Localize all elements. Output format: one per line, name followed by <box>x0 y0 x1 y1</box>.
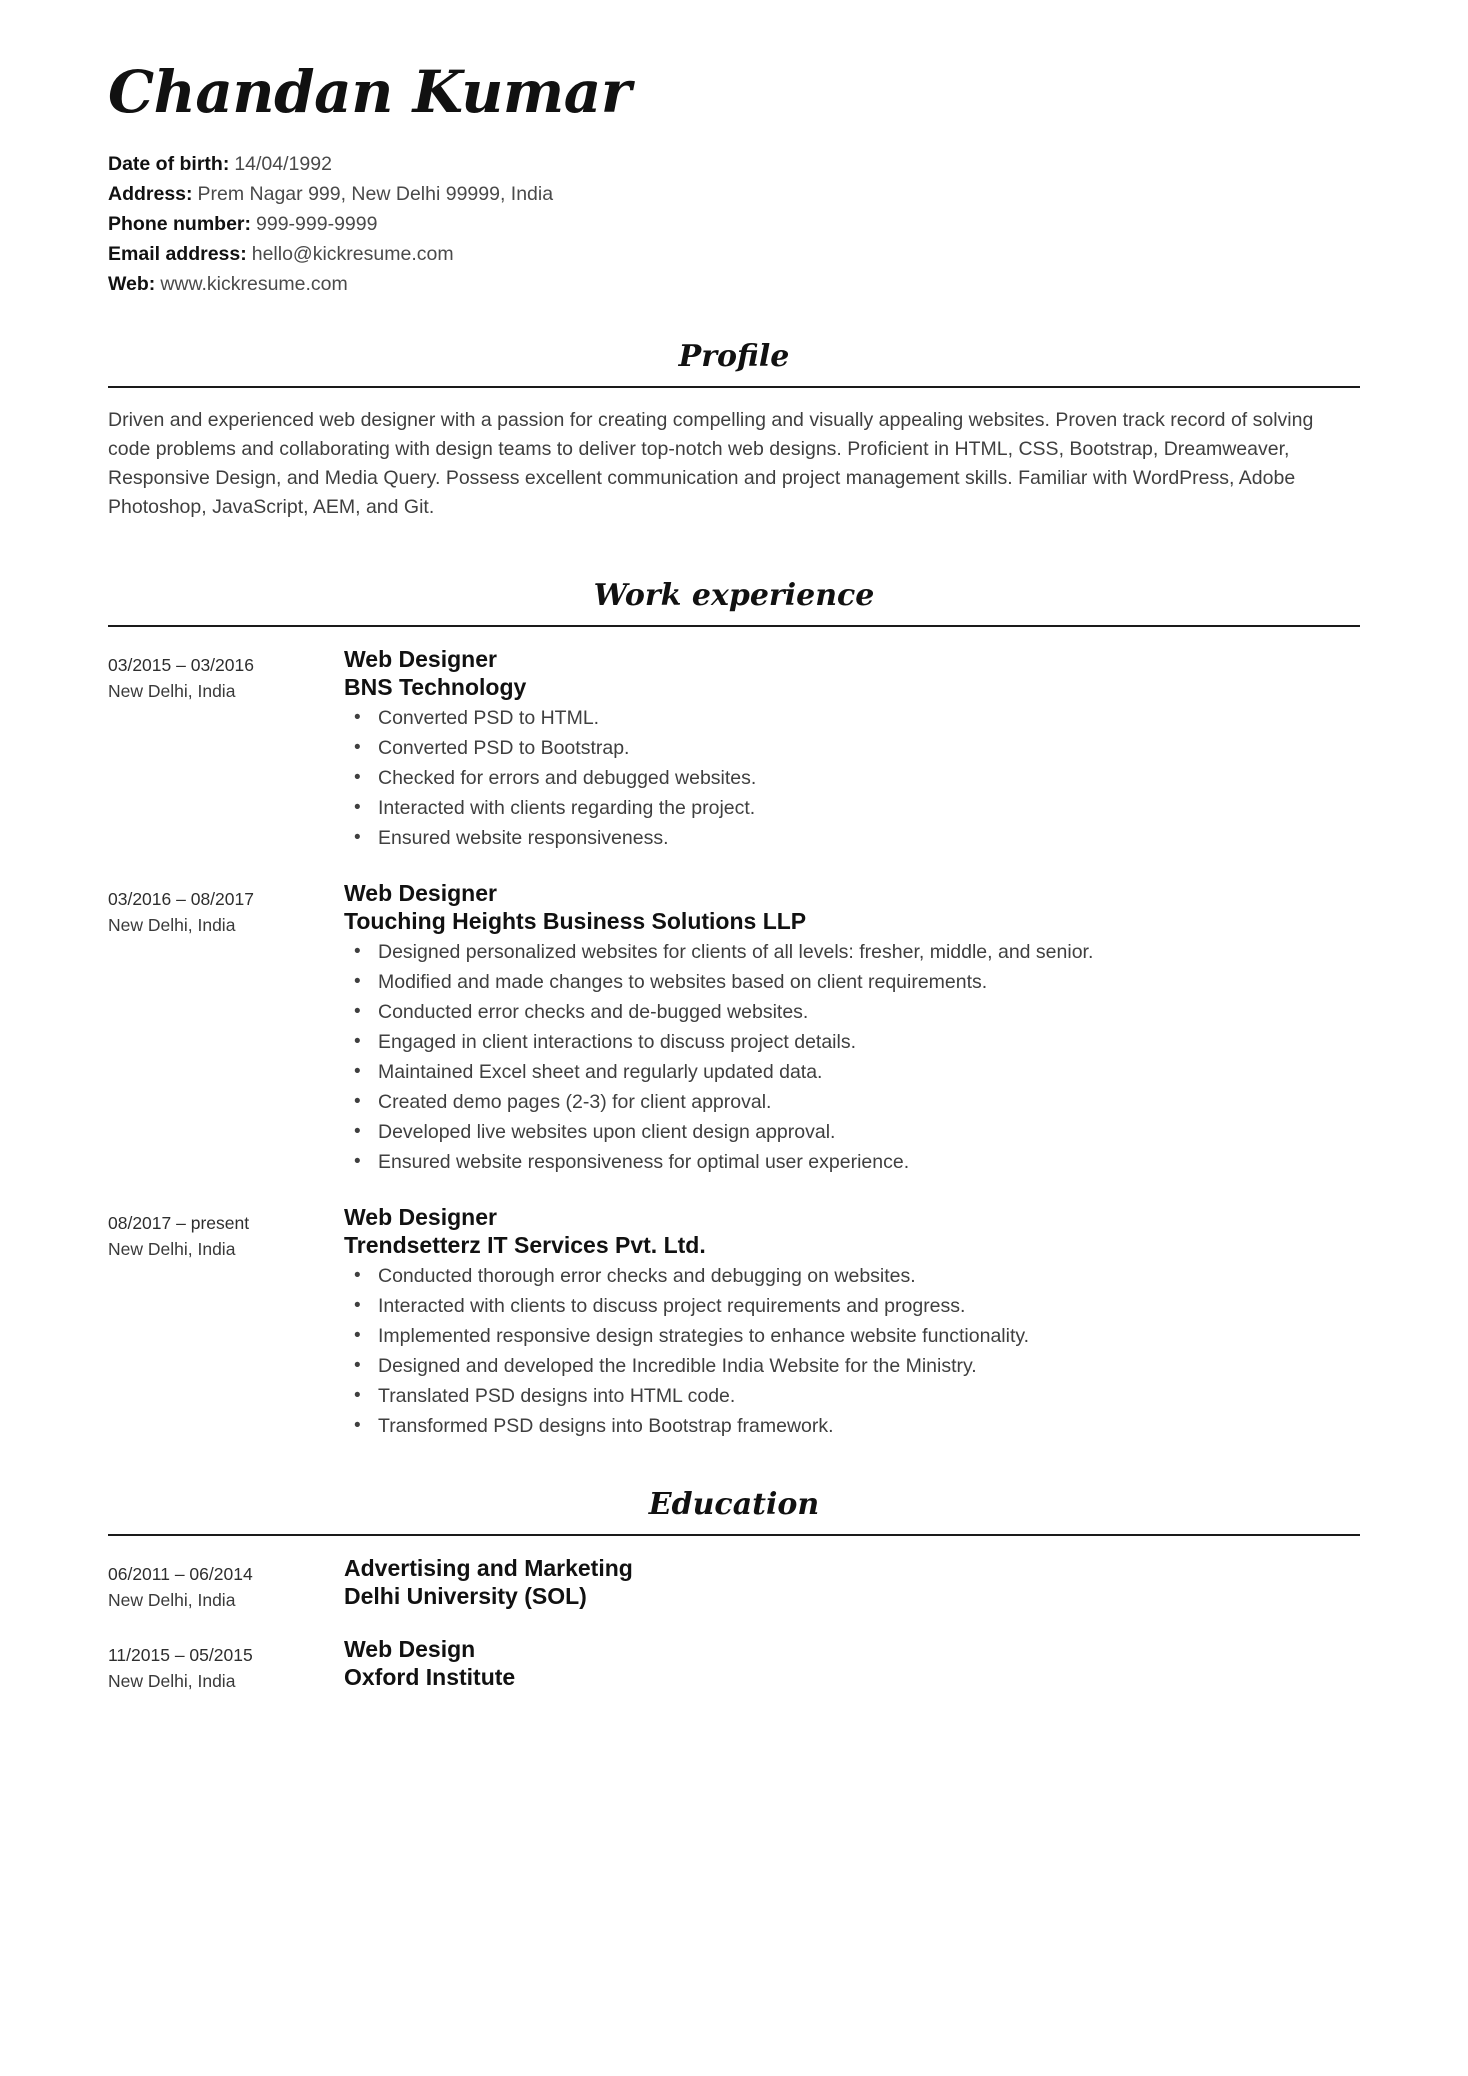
entry-location: New Delhi, India <box>108 914 236 935</box>
entry-bullet: • Interacted with clients to discuss project requirements and progress. <box>344 1291 1360 1321</box>
entry-location: New Delhi, India <box>108 1238 236 1259</box>
entry-bullet: • Designed and developed the Incredible India Website for the Ministry. <box>344 1351 1360 1381</box>
contact-value: 14/04/1992 <box>234 152 332 175</box>
entry <box>108 1203 1360 1441</box>
entry-date: 08/2017 – present <box>108 1212 250 1233</box>
education-section <box>108 1487 1360 1694</box>
entry-bullet: • Conducted thorough error checks and debugging on websites. <box>344 1261 1360 1291</box>
entry-date: 06/2011 – 06/2014 <box>108 1563 253 1584</box>
contact-label: Date of birth: <box>108 152 230 175</box>
entry-bullet: • Ensured website responsiveness. <box>344 823 1360 853</box>
contact-value: hello@kickresume.com <box>251 242 454 265</box>
work-experience-heading: Work experience <box>593 577 875 613</box>
entry <box>108 879 1360 1177</box>
contact-label: Email address: <box>108 242 247 265</box>
entry-bullet: • Interacted with clients regarding the project. <box>344 793 1360 823</box>
entry-title: Web Designer <box>344 645 497 672</box>
entry-meta <box>108 1635 344 1694</box>
entry-date: 03/2015 – 03/2016 <box>108 654 254 675</box>
entry-bullet: • Maintained Excel sheet and regularly updated data. <box>344 1057 1360 1087</box>
entry-title: Web Design <box>344 1635 476 1662</box>
entry-bullet: • Transformed PSD designs into Bootstrap framework. <box>344 1411 1360 1441</box>
contact-label: Web: <box>108 272 156 295</box>
entry-bullet: • Engaged in client interactions to discuss project details. <box>344 1027 1360 1057</box>
entry-body <box>344 645 1360 853</box>
entry-meta <box>108 645 344 704</box>
profile-divider <box>108 386 1360 388</box>
entry-meta <box>108 1203 344 1262</box>
contact-row <box>108 149 1360 179</box>
entry-title: Web Designer <box>344 1203 497 1230</box>
contact-details-list <box>108 149 1360 299</box>
contact-label: Address: <box>108 182 193 205</box>
entry-meta <box>108 1554 344 1613</box>
entry-location: New Delhi, India <box>108 1670 236 1691</box>
entry-meta <box>108 879 344 938</box>
contact-value: www.kickresume.com <box>160 272 348 295</box>
contact-row <box>108 239 1360 269</box>
entry-organization: Trendsetterz IT Services Pvt. Ltd. <box>344 1231 706 1258</box>
entry-bullet: • Translated PSD designs into HTML code. <box>344 1381 1360 1411</box>
education-heading: Education <box>648 1486 820 1522</box>
entry-title: Advertising and Marketing <box>344 1554 633 1581</box>
entry-bullet: • Implemented responsive design strategies to enhance website functionality. <box>344 1321 1360 1351</box>
entry-organization: Oxford Institute <box>344 1663 516 1690</box>
work-experience-entries <box>108 645 1360 1441</box>
entry-bullet: • Designed personalized websites for clients of all levels: fresher, middle, and senior. <box>344 937 1360 967</box>
entry-bullet: • Conducted error checks and de-bugged websites. <box>344 997 1360 1027</box>
profile-section <box>108 339 1360 522</box>
entry-location: New Delhi, India <box>108 680 236 701</box>
contact-value: 999-999-9999 <box>256 212 378 235</box>
entry-bullet-list <box>344 937 1360 1177</box>
profile-text: Driven and experienced web designer with a passion for creating compelling and visually appealing websites. Proven track record of solving code problems and collaborating with design teams to deliver top-notch web designs. Proficient in HTML, CSS, Bootstrap, Dreamweaver, Responsive Design, and Media Query. Possess excellent communication and project management skills. Familiar with WordPress, Adobe Photoshop, JavaScript, AEM, and Git. <box>108 408 1314 518</box>
entry-organization: BNS Technology <box>344 673 527 700</box>
entry-body <box>344 879 1360 1177</box>
entry-bullet: • Converted PSD to HTML. <box>344 703 1360 733</box>
contact-row <box>108 209 1360 239</box>
profile-heading: Profile <box>678 338 790 374</box>
contact-label: Phone number: <box>108 212 252 235</box>
work-experience-section <box>108 578 1360 1441</box>
entry-bullet: • Created demo pages (2-3) for client approval. <box>344 1087 1360 1117</box>
work-experience-divider <box>108 625 1360 627</box>
entry-title: Web Designer <box>344 879 497 906</box>
entry-date: 11/2015 – 05/2015 <box>108 1644 253 1665</box>
entry-location: New Delhi, India <box>108 1589 236 1610</box>
entry-organization: Touching Heights Business Solutions LLP <box>344 907 807 934</box>
entry <box>108 1554 1360 1613</box>
entry-bullet: • Converted PSD to Bootstrap. <box>344 733 1360 763</box>
contact-row <box>108 269 1360 299</box>
entry-bullet: • Checked for errors and debugged websites. <box>344 763 1360 793</box>
entry <box>108 1635 1360 1694</box>
contact-value: Prem Nagar 999, New Delhi 99999, India <box>197 182 554 205</box>
contact-row <box>108 179 1360 209</box>
education-entries <box>108 1554 1360 1694</box>
entry-bullet-list <box>344 1261 1360 1441</box>
education-divider <box>108 1534 1360 1536</box>
entry-body <box>344 1635 1360 1691</box>
entry <box>108 645 1360 853</box>
resume-header <box>108 0 1360 299</box>
entry-bullet: • Ensured website responsiveness for optimal user experience. <box>344 1147 1360 1177</box>
entry-bullet: • Modified and made changes to websites based on client requirements. <box>344 967 1360 997</box>
entry-body <box>344 1554 1360 1610</box>
entry-organization: Delhi University (SOL) <box>344 1582 587 1609</box>
entry-bullet-list <box>344 703 1360 853</box>
candidate-name: Chandan Kumar <box>108 58 631 126</box>
entry-body <box>344 1203 1360 1441</box>
entry-bullet: • Developed live websites upon client design approval. <box>344 1117 1360 1147</box>
entry-date: 03/2016 – 08/2017 <box>108 888 254 909</box>
